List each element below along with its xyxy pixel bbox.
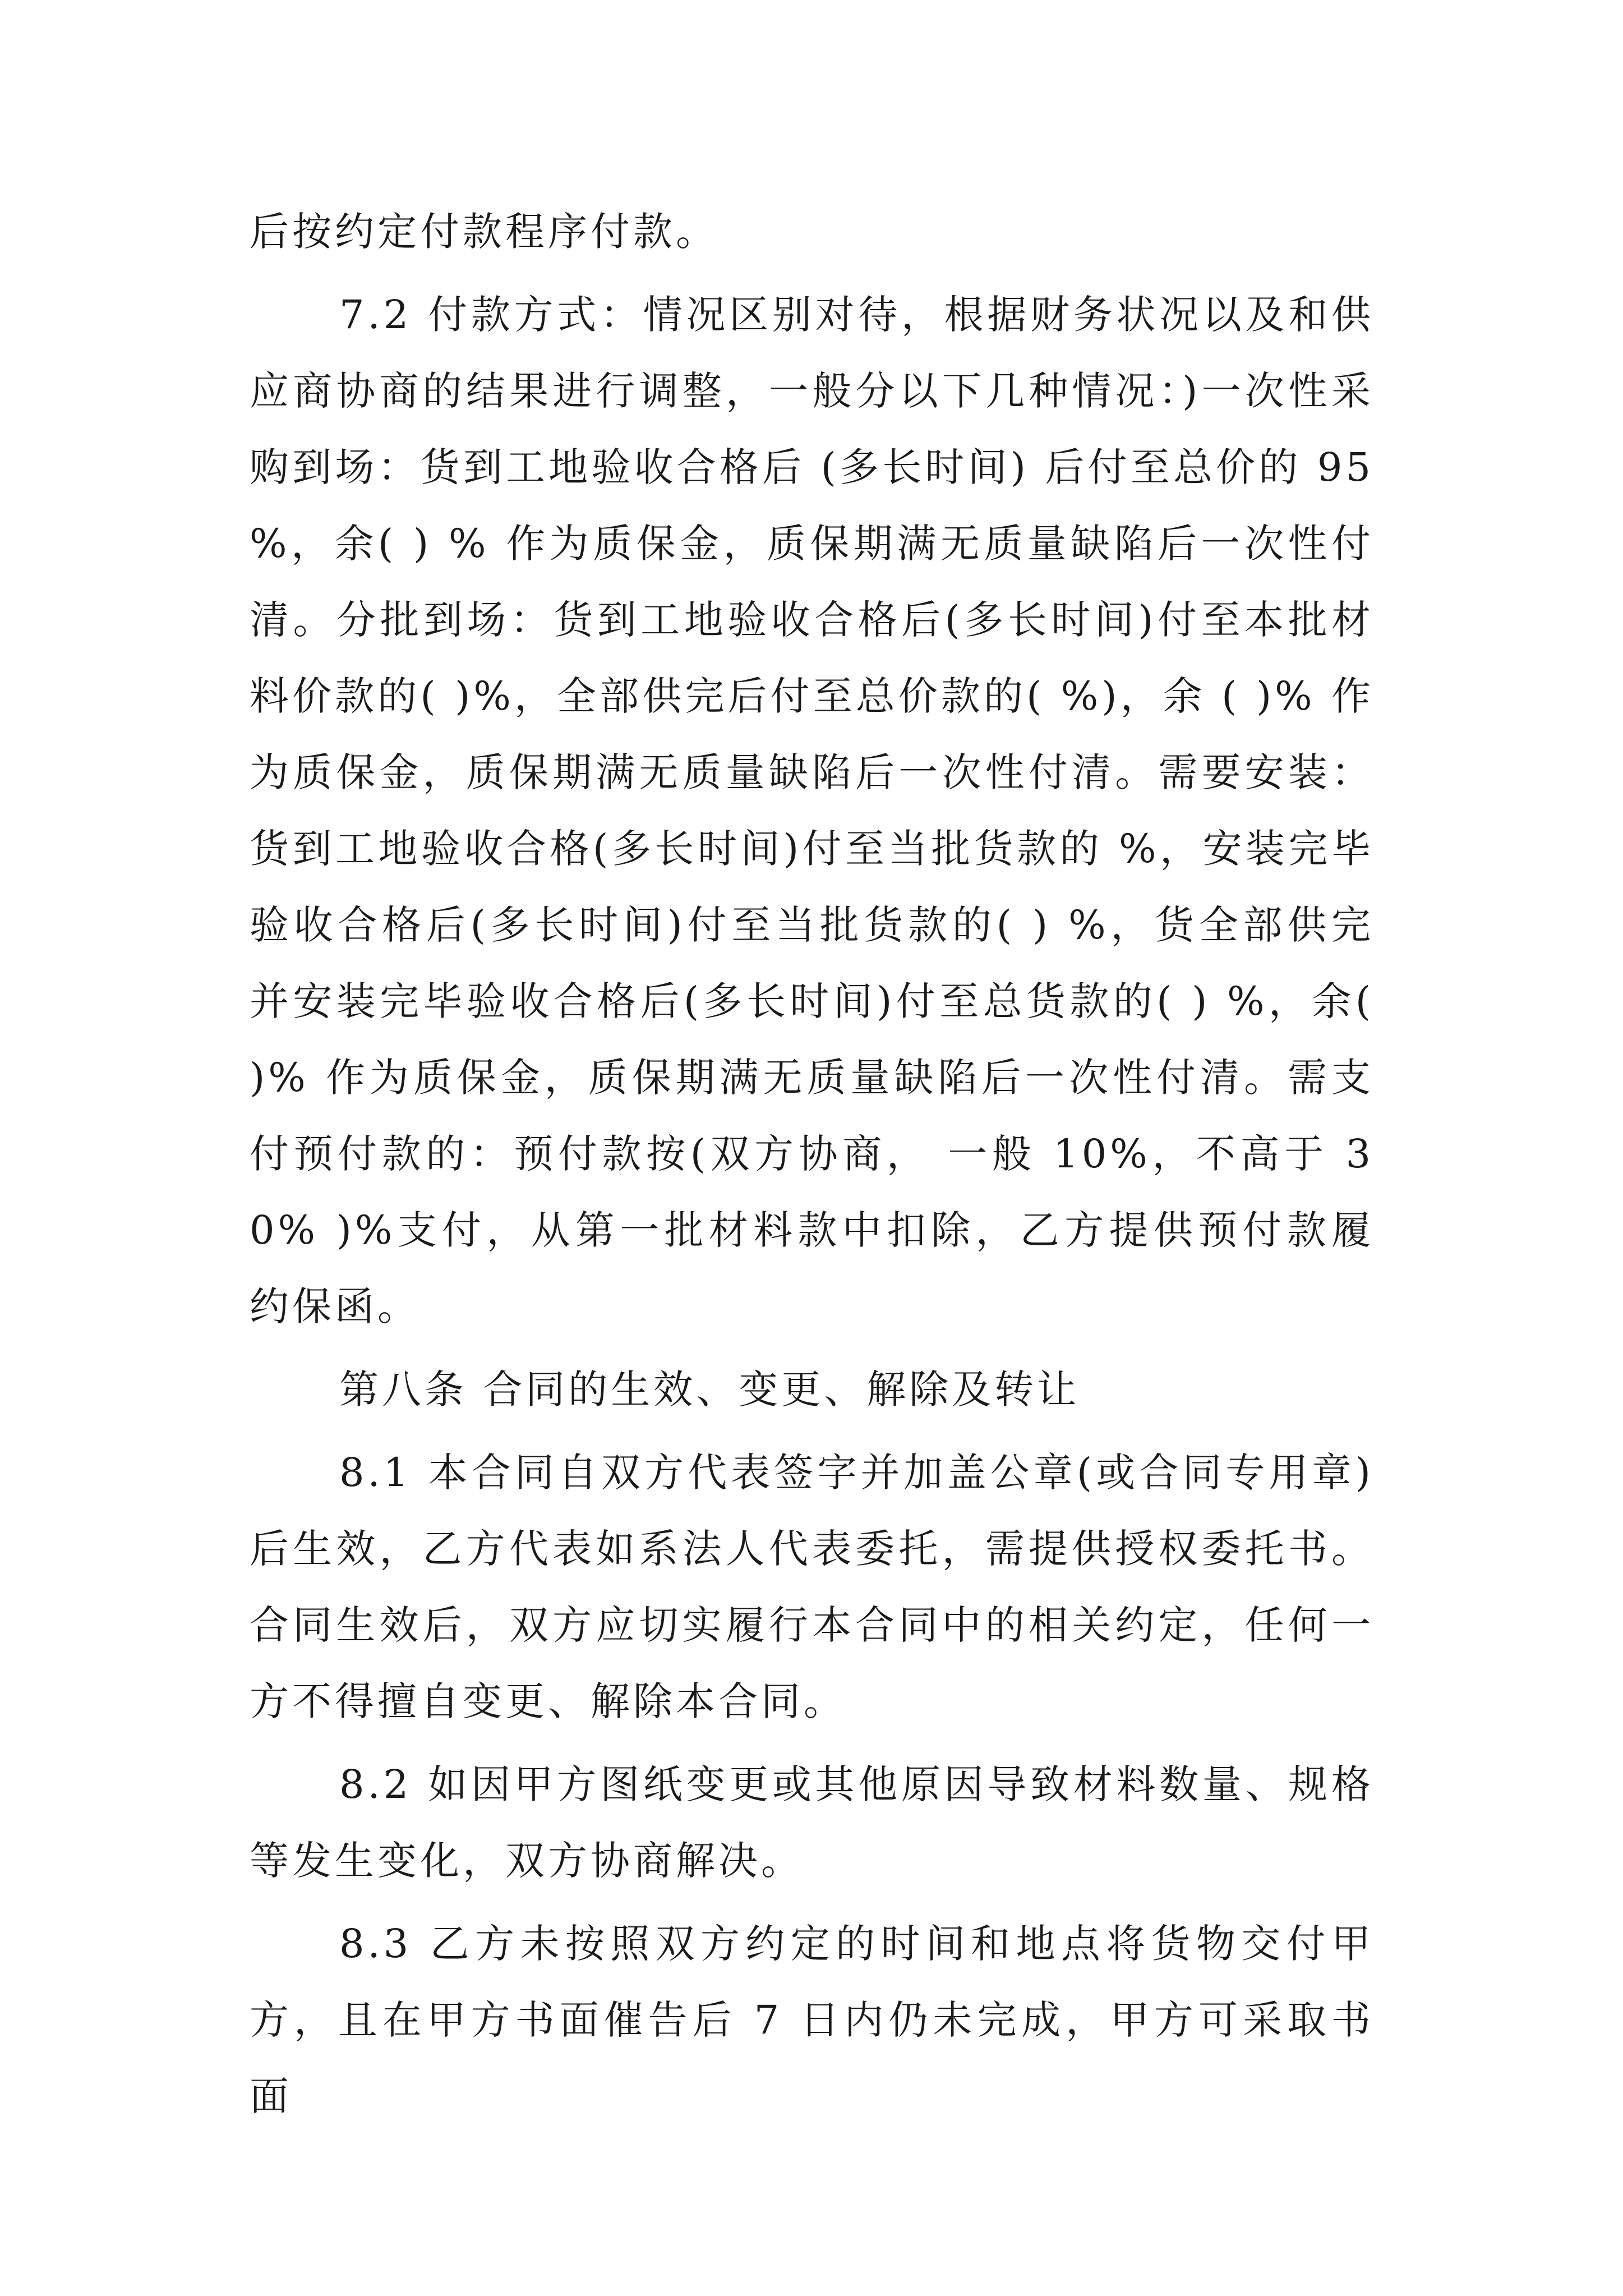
document-body [250, 194, 1374, 2134]
paragraph-continuation: 后按约定付款程序付款。 [250, 209, 718, 255]
paragraph-8-1: 8.1 本合同自双方代表签字并加盖公章(或合同专用章)后生效，乙方代表如系法人代表委托，需提供授权委托书。合同生效后，双方应切实履行本合同中的相关约定，任何一方不得擅自变更、解除本合同。 [250, 1450, 1374, 1724]
paragraph-8-3: 8.3 乙方未按照双方约定的时间和地点将货物交付甲方，且在甲方书面催告后 7 日内仍未完成，甲方可采取书面 [250, 1921, 1374, 2119]
paragraph-7-2-payment-method: 7.2 付款方式：情况区别对待，根据财务状况以及和供应商协商的结果进行调整，一般分以下几种情况：)一次性采购到场：货到工地验收合格后 (多长时间) 后付至总价的 95 %，余( ) % 作为质保金，质保期满无质量缺陷后一次性付清。分批到场：货到工地验收合格后(多长时间)付至本批材料价款的( )%，全部供完后付至总价款的( %)，余 ( )% 作为质保金，质保期满无质量缺陷后一次性付清。需要安装：货到工地验收合格(多长时间)付至当批货款的 %，安装完毕验收合格后(多长时间)付至当批货款的( ) %，货全部供完并安装完毕验收合格后(多长时间)付至总货款的( ) %，余( )% 作为质保金，质保期满无质量缺陷后一次性付清。需支付预付款的：预付款按(双方协商， 一般 10%，不高于 30% )%支付，从第一批材料款中扣除，乙方提供预付款履约保函。 [250, 292, 1374, 1329]
article-8-heading: 第八条 合同的生效、变更、解除及转让 [339, 1366, 1080, 1412]
paragraph-8-2: 8.2 如因甲方图纸变更或其他原因导致材料数量、规格等发生变化，双方协商解决。 [250, 1761, 1374, 1884]
